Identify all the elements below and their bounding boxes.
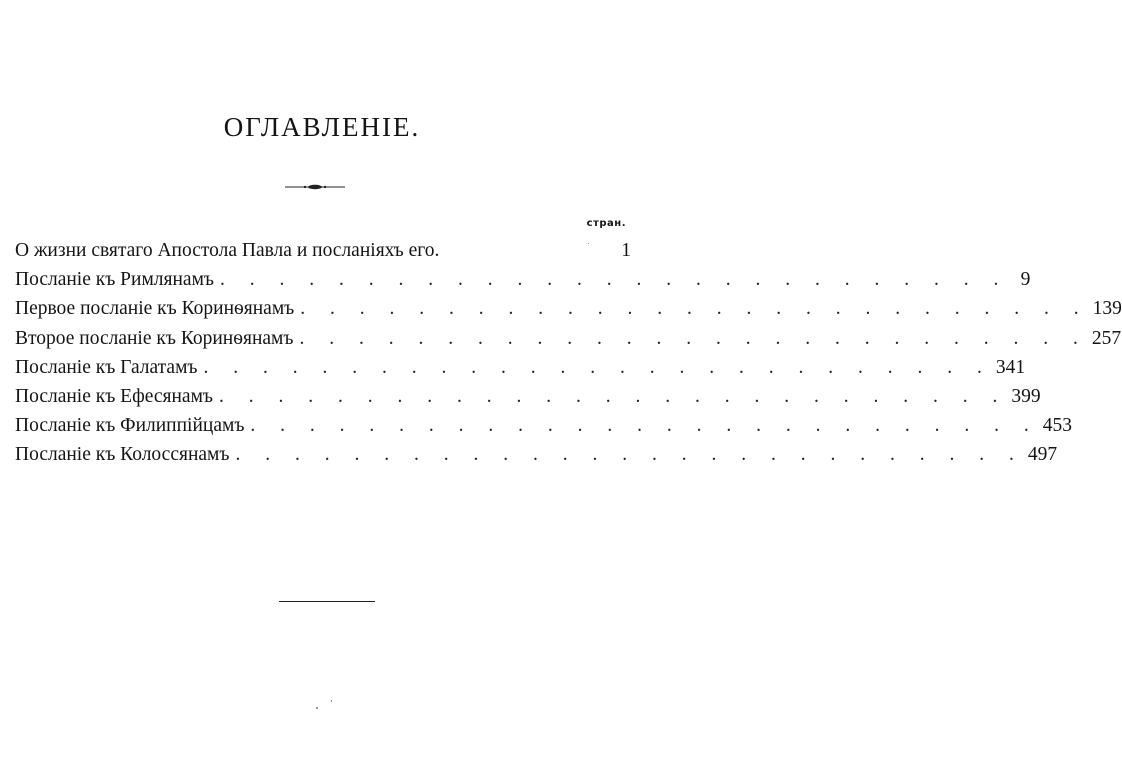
ornament-divider bbox=[285, 184, 345, 190]
dot-leader: . . . . . . . . . . . . . . . . . . . . . . . . . . . bbox=[300, 298, 1089, 320]
toc-row bbox=[15, 385, 1041, 415]
toc-row bbox=[15, 240, 631, 269]
paper-speck bbox=[331, 700, 332, 702]
toc-row bbox=[15, 356, 1026, 386]
toc-entry-title: Посланіе къ Ефесянамъ bbox=[15, 385, 213, 407]
toc-row bbox=[15, 444, 1058, 473]
toc-row bbox=[15, 269, 1031, 298]
page-title: ОГЛАВЛЕНІЕ. bbox=[223, 112, 421, 142]
toc-entry-title: Первое посланіе къ Коринѳянамъ bbox=[15, 298, 295, 320]
toc-page-number: 497 bbox=[1027, 444, 1058, 466]
dot-leader: . . . . . . . . . . . . . . . . . . . . . . . . . . . bbox=[219, 385, 1008, 407]
toc-entry-title: Второе посланіе къ Коринѳянамъ bbox=[15, 327, 294, 349]
toc-row bbox=[15, 327, 1122, 357]
page-column-header: стран. bbox=[586, 218, 626, 229]
closing-rule bbox=[279, 601, 375, 602]
toc-page-number: 257 bbox=[1091, 327, 1122, 349]
dot-leader: . . . . . . . . . . . . . . . . . . . . . . . . . . . bbox=[235, 444, 1024, 466]
dot-leader: . . . . . . . . . . . . . . . . . . . . . . . . . . . bbox=[299, 327, 1088, 349]
toc-page-number: 341 bbox=[995, 356, 1026, 378]
dot-leader: . . . . . . . . . . . . . . . . . . . . . . . . . . . bbox=[203, 356, 992, 378]
paper-speck bbox=[588, 243, 589, 244]
toc-page-number: 453 bbox=[1042, 415, 1073, 437]
toc-row bbox=[15, 415, 1073, 444]
toc-page-number: 1 bbox=[621, 240, 631, 261]
toc-entry-title: Посланіе къ Колоссянамъ bbox=[15, 444, 230, 466]
toc-page-number: 9 bbox=[1020, 269, 1031, 291]
toc-row bbox=[15, 298, 1122, 327]
toc-entry-title: Посланіе къ Галатамъ bbox=[15, 356, 198, 378]
paper-speck bbox=[316, 707, 318, 709]
toc-entry-title: О жизни святаго Апостола Павла и посланіяхъ его. bbox=[15, 240, 440, 261]
toc-entry-title: Посланіе къ Филиппійцамъ bbox=[15, 415, 245, 437]
toc-page-number: 139 bbox=[1092, 298, 1122, 320]
toc-entry-title: Посланіе къ Римлянамъ bbox=[15, 269, 215, 291]
dot-leader: . . . . . . . . . . . . . . . . . . . . . . . . . . . bbox=[220, 269, 1009, 291]
toc-page-number: 399 bbox=[1011, 385, 1041, 407]
dot-leader: . . . . . . . . . . . . . . . . . . . . . . . . . . . bbox=[250, 415, 1039, 437]
table-of-contents bbox=[15, 240, 1122, 474]
